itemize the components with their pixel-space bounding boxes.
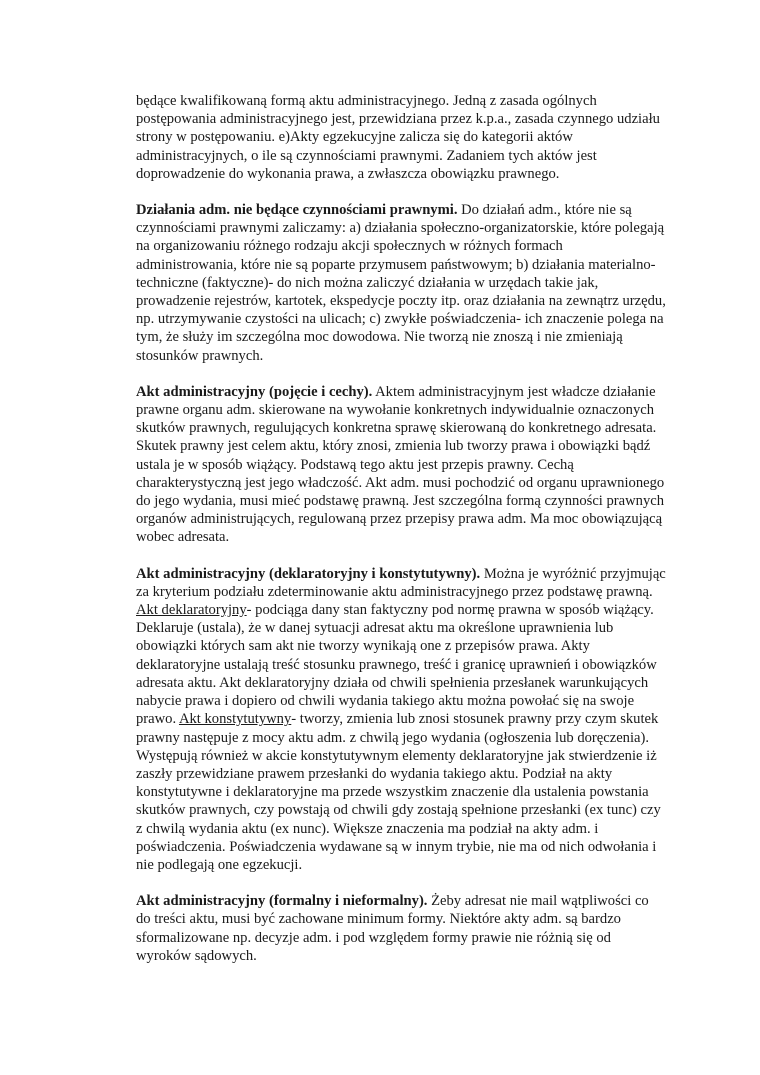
section-heading: Akt administracyjny (pojęcie i cechy). [136, 383, 373, 400]
paragraph-text: Aktem administracyjnym jest władcze działanie prawne organu adm. skierowane na wywołanie konkretnych indywidualnie oznaczonych skutków prawnych, regulujących konkretna sprawę skierowaną do konkretnego adresata. Skutek prawny jest celem aktu, który znosi, zmienia lub tworzy prawa i obowiązki bądź ustala je w sposób wiążący. Podstawą tego aktu jest przepis prawny. Cechą charakterystyczną jest jego władczość. Akt adm. musi pochodzić od organu uprawnionego do jego wydania, musi mieć podstawę prawną. Jest szczególna formą czynności prawnych organów administrujących, regulowaną przez przepisy prawa adm. Ma moc obowiązującą wobec adresata. [136, 383, 665, 546]
paragraph-text: Żeby adresat nie mail wątpliwości co do treści aktu, musi być zachowane minimum formy. Niektóre akty adm. są bardzo sformalizowane np. decyzje adm. i pod względem formy prawie nie różnią się od wyroków sądowych. [136, 893, 649, 964]
document-page [136, 92, 666, 983]
paragraph-declaratory-constitutive [136, 565, 666, 874]
paragraph-admin-act-concept [136, 383, 666, 547]
paragraph-text: będące kwalifikowaną formą aktu administracyjnego. Jedną z zasada ogólnych postępowania administracyjnego jest, przewidziana przez k.p.a., zasada czynnego udziału strony w postępowaniu. e)Akty egzekucyjne zalicza się do kategorii aktów administracyjnych, o ile są czynnościami prawnymi. Zadaniem tych aktów jest doprowadzenie do wykonania prawa, a zwłaszcza obowiązku prawnego. [136, 93, 660, 182]
paragraph-non-legal-actions [136, 201, 666, 365]
term-declaratory: Akt deklaratoryjny [136, 602, 247, 619]
paragraph-formal-informal [136, 892, 666, 965]
paragraph-text: - podciąga dany stan faktyczny pod normę prawna w sposób wiążący. Deklaruje (ustala), że w danej sytuacji adresat aktu ma określone uprawnienia lub obowiązki których sam akt nie tworzy wynikają one z przepisów prawa. Akty deklaratoryjne ustalają treść stosunku prawnego, treść i granicę uprawnień i obowiązków adresata aktu. Akt deklaratoryjny działa od chwili spełnienia przesłanek warunkujących nabycie prawa i dopiero od chwili wydania takiego aktu można powołać się na swoje prawo. [136, 602, 657, 728]
paragraph-continuation [136, 92, 666, 183]
paragraph-text: Można je wyróżnić przyjmując za kryterium podziału zdeterminowanie aktu administracyjnego przez podstawę prawną. [136, 565, 666, 600]
term-constitutive: Akt konstytutywny [178, 711, 292, 728]
paragraph-text: - tworzy, zmienia lub znosi stosunek prawny przy czym skutek prawny następuje z mocy aktu adm. z chwilą jego wydania (ogłoszenia lub doręczenia). Występują również w akcie konstytutywnym elementy deklaratoryjne jak stwierdzenie iż zaszły przewidziane prawem przesłanki do wydania takiego aktu. Podział na akty konstytutywne i deklaratoryjne ma przede wszystkim znaczenie dla ustalenia powstania skutków prawnych, czy powstają od chwili gdy zostają spełnione przesłanki (ex tunc) czy z chwilą wydania aktu (ex nunc). Większe znaczenia ma podział na akty adm. i poświadczenia. Poświadczenia wydawane są w innym trybie, nie ma od nich odwołania i nie podlegają one egzekucji. [136, 711, 661, 873]
section-heading: Akt administracyjny (formalny i nieformalny). [136, 893, 428, 910]
paragraph-text: Do działań adm., które nie są czynnościami prawnymi zaliczamy: a) działania społeczno-organizatorskie, które polegają na organizowaniu różnego rodzaju akcji społecznych w różnych formach administrowania, które nie są poparte przymusem państwowym; b) działania materialno- techniczne (faktyczne)- do nich można zaliczyć działania w urzędach takie jak, prowadzenie rejestrów, kartotek, ekspedycje poczty itp. oraz działania na zewnątrz urzędu, np. utrzymywanie czystości na ulicach; c) zwykłe poświadczenia- ich znaczenie polega na tym, że służy im szczególna moc dowodowa. Nie tworzą nie znoszą i nie zmieniają stosunków prawnych. [136, 202, 666, 364]
section-heading: Działania adm. nie będące czynnościami prawnymi. [136, 202, 458, 219]
section-heading: Akt administracyjny (deklaratoryjny i konstytutywny). [136, 565, 481, 582]
